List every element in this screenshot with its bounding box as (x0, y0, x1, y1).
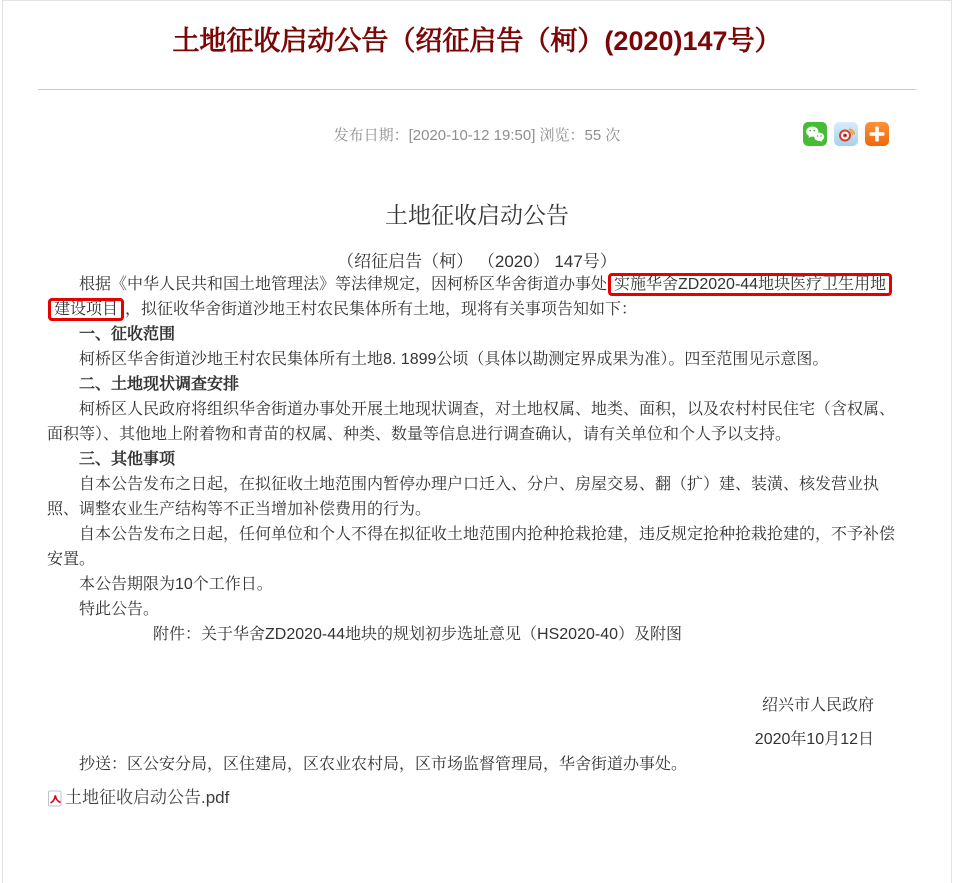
announcement-page (2, 0, 952, 883)
section-1-paragraph: 柯桥区华舍街道沙地王村农民集体所有土地8. 1899公顷（具体以勘测定界成果为准）。四至范围见示意图。 (79, 351, 829, 368)
document-number: （绍征启告（柯） （2020） 147号） (337, 252, 617, 271)
pdf-attachment-link[interactable] (47, 787, 907, 809)
intro-text-pre: 根据《中华人民共和国土地管理法》等法律规定，因柯桥区华舍街道办事处 (79, 276, 608, 293)
section-3-paragraph-3: 本公告期限为10个工作日。 (79, 576, 273, 593)
section-3-paragraph-4: 特此公告。 (79, 601, 160, 618)
attachment-note: 附件：关于华舍ZD2020-44地块的规划初步选址意见（HS2020-40）及附图 (153, 626, 682, 643)
highlight-box-project-land: 实施华舍ZD2020-44地块医疗卫生用地 (608, 273, 892, 296)
document-body (3, 201, 951, 809)
section-3-paragraph-1: 自本公告发布之日起，在拟征收土地范围内暂停办理户口迁入、分户、房屋交易、翻（扩）建、装潢、核发营业执照、调整农业生产结构等不正当增加补偿费用的行为。 (47, 476, 880, 518)
section-3-heading: 三、其他事项 (79, 451, 176, 468)
intro-paragraph (47, 272, 907, 322)
share-toolbar (803, 122, 889, 146)
section-3-paragraph-2: 自本公告发布之日起，任何单位和个人不得在拟征收土地范围内抢种抢栽抢建，违反规定抢种抢栽抢建的，不予补偿安置。 (47, 526, 896, 568)
weibo-share-icon[interactable] (834, 122, 858, 146)
issue-date: 2020年10月12日 (754, 731, 874, 748)
intro-text-post: ，拟征收华舍街道沙地王村农民集体所有土地，现将有关事项告知如下： (125, 301, 638, 318)
header-divider (38, 89, 916, 90)
wechat-share-icon[interactable] (803, 122, 827, 146)
document-title: 土地征收启动公告 (385, 202, 569, 228)
pdf-filename: 土地征收启动公告.pdf (65, 788, 230, 807)
section-2-heading: 二、土地现状调查安排 (79, 376, 240, 393)
meta-row (3, 124, 951, 148)
more-share-icon[interactable] (865, 122, 889, 146)
publish-meta: 发布日期：[2020-10-12 19:50] 浏览：55 次 (333, 127, 621, 144)
cc-line: 抄送：区公安分局，区住建局，区农业农村局，区市场监督管理局，华舍街道办事处。 (79, 756, 688, 773)
issuer-name: 绍兴市人民政府 (761, 697, 874, 714)
page-title: 土地征收启动公告（绍征启告（柯）(2020)147号） (172, 26, 782, 56)
section-1-heading: 一、征收范围 (79, 326, 176, 343)
pdf-file-icon (47, 790, 63, 807)
highlight-box-project-name: 建设项目 (48, 298, 124, 321)
signature-block (47, 693, 907, 752)
section-2-paragraph: 柯桥区人民政府将组织华舍街道办事处开展土地现状调查，对土地权属、地类、面积，以及农村村民住宅（含权属、面积等）、其他地上附着物和青苗的权属、种类、数量等信息进行调查确认，请有关单位和个人予以支持。 (47, 401, 896, 443)
